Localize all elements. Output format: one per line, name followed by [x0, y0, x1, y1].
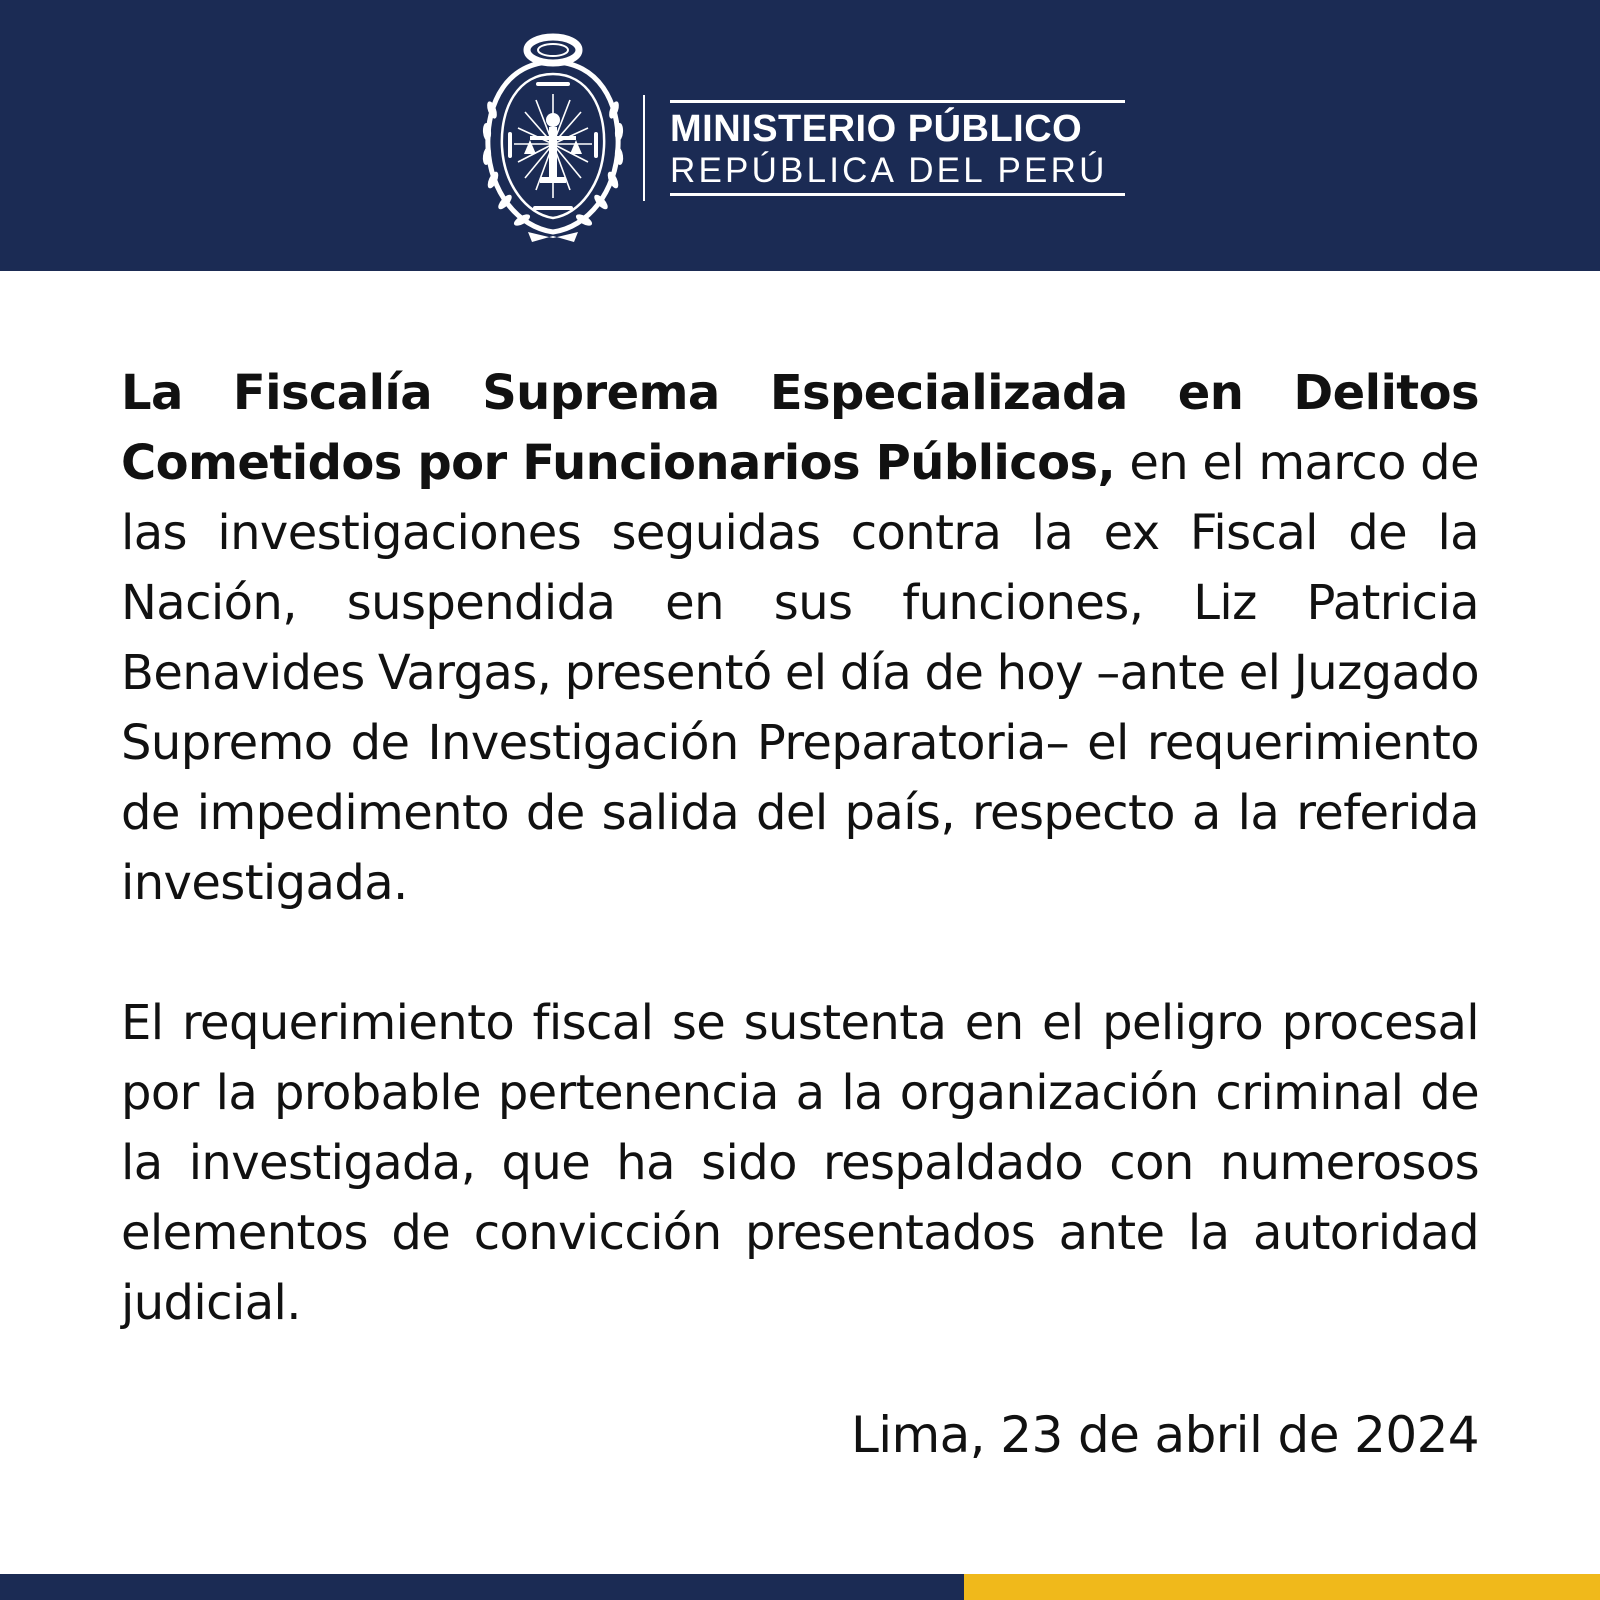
statement-body — [121, 358, 1479, 1338]
brand-top-rule — [670, 100, 1125, 103]
brand-subtitle: REPÚBLICA DEL PERÚ — [670, 151, 1108, 190]
brand-logotype — [670, 100, 1125, 196]
paragraph-1 — [121, 358, 1479, 918]
paragraph-1-text: en el marco de las investigaciones seguidas contra la ex Fiscal de la Nación, suspendida en sus funciones, Liz Patricia Benavides Vargas, presentó el día de hoy –ante el Juzgado Supremo de Investigación Preparatoria– el requerimiento de impedimento de salida del país, respecto a la referida investigada. — [121, 435, 1479, 911]
brand-title: MINISTERIO PÚBLICO — [670, 108, 1083, 150]
header-divider — [643, 95, 645, 201]
statement-date: Lima, 23 de abril de 2024 — [850, 1406, 1479, 1464]
brand-bottom-rule — [670, 193, 1125, 196]
paragraph-1-lead: La Fiscalía Suprema Especializada en Delitos Cometidos por Funcionarios Públicos, — [121, 365, 1479, 491]
ministerio-publico-seal-icon — [478, 32, 628, 244]
footer-bar-yellow — [964, 1574, 1600, 1600]
footer-bar-navy — [0, 1574, 964, 1600]
paragraph-2: El requerimiento fiscal se sustenta en el peligro procesal por la probable pertenencia a la organización criminal de la investigada, que ha sido respaldado con numerosos elementos de convicción presentados ante la autoridad judicial. — [121, 995, 1479, 1331]
header-banner — [0, 0, 1600, 271]
